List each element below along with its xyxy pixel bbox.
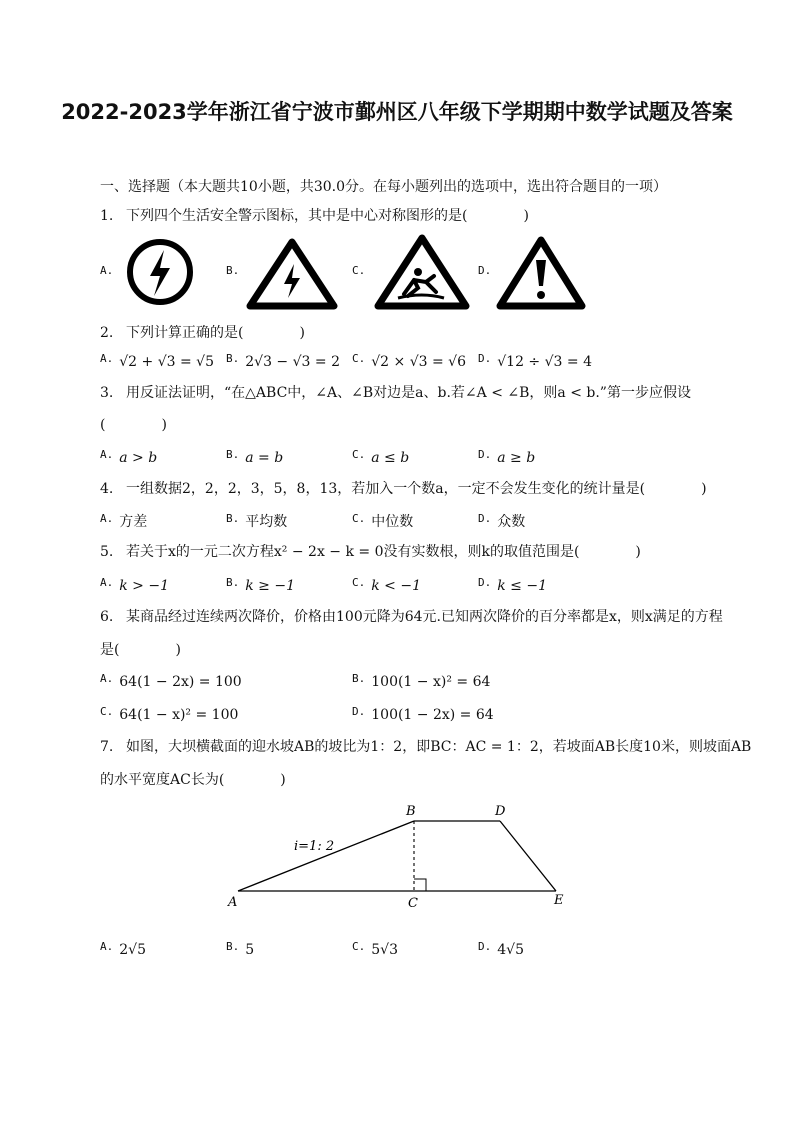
question-text: 下列四个生活安全警示图标，其中是中心对称图形的是( ) — [126, 208, 529, 224]
option-b: B. — [226, 264, 240, 277]
option-c: $^{C.}$ a ≤ b — [352, 448, 410, 466]
question-7-options — [100, 940, 700, 964]
option-d: D. — [478, 264, 492, 277]
slippery-floor-warning-icon — [374, 234, 470, 310]
option-a: $^{A.}$ √2 + √3 = √5 — [100, 352, 214, 370]
option-c: $^{C.}$ 64(1 − x)² = 100 — [100, 705, 239, 723]
question-1-options — [100, 234, 700, 310]
option-b: $^{B.}$ a = b — [226, 448, 284, 466]
question-text: 一组数据2，2，2，3，5，8，13，若加入一个数a，一定不会发生变化的统计量是( ) — [126, 481, 707, 497]
question-5 — [100, 541, 720, 563]
question-number: 7. — [100, 739, 114, 755]
option-c: $^{C.}$ 5√3 — [352, 940, 398, 958]
question-text: 用反证法证明，“在△ABC中，∠A、∠B对边是a、b.若∠A < ∠B，则a < b.”第一步应假设 — [126, 385, 691, 401]
slope-line-ab — [238, 821, 414, 891]
option-a: $^{A.}$ 方差 — [100, 512, 148, 530]
question-number: 4. — [100, 481, 114, 497]
option-b: $^{B.}$ 5 — [226, 940, 255, 958]
option-b: $^{B.}$ k ≥ −1 — [226, 576, 296, 594]
option-b: $^{B.}$ 平均数 — [226, 512, 288, 530]
option-d: $^{D.}$ 100(1 − 2x) = 64 — [352, 705, 494, 723]
electric-shock-circle-icon — [122, 236, 198, 308]
label-e: E — [554, 893, 564, 908]
question-number: 3. — [100, 385, 114, 401]
label-c: C — [408, 896, 418, 911]
question-6 — [100, 606, 723, 628]
high-voltage-warning-icon — [246, 238, 338, 310]
question-text: 如图，大坝横截面的迎水坡AB的坡比为1：2，即BC：AC = 1：2，若坡面AB长度10米，则坡面AB — [126, 739, 752, 755]
option-d: $^{D.}$ a ≥ b — [478, 448, 536, 466]
right-angle-mark — [414, 879, 426, 891]
question-number: 6. — [100, 609, 114, 625]
option-c: $^{C.}$ k < −1 — [352, 576, 422, 594]
option-a: A. — [100, 264, 114, 277]
question-number: 1. — [100, 208, 114, 224]
question-6-options-row1 — [100, 672, 700, 696]
page-title: 2022-2023学年浙江省宁波市鄞州区八年级下学期期中数学试题及答案 — [61, 100, 733, 124]
question-2 — [100, 322, 720, 344]
slope-line-de — [500, 821, 556, 891]
question-number: 2. — [100, 325, 114, 341]
question-7 — [100, 736, 752, 758]
option-b: $^{B.}$ 2√3 − √3 = 2 — [226, 352, 340, 370]
slope-ratio-label: i=1: 2 — [294, 839, 335, 854]
question-7-continuation: 的水平宽度AC长为( ) — [100, 772, 286, 788]
option-d: $^{D.}$ √12 ÷ √3 = 4 — [478, 352, 592, 370]
question-1 — [100, 205, 720, 227]
label-d: D — [495, 804, 506, 819]
question-6-continuation: 是( ) — [100, 642, 181, 658]
question-4 — [100, 478, 720, 500]
question-3-continuation: ( ) — [100, 417, 167, 433]
question-5-options — [100, 576, 700, 600]
question-2-options — [100, 352, 700, 376]
question-3 — [100, 382, 720, 404]
option-a: $^{A.}$ k > −1 — [100, 576, 170, 594]
question-4-options — [100, 511, 700, 535]
label-a: A — [228, 895, 238, 910]
option-c: $^{C.}$ √2 × √3 = √6 — [352, 352, 466, 370]
dam-cross-section-diagram — [220, 800, 580, 912]
option-a: $^{A.}$ 64(1 − 2x) = 100 — [100, 672, 242, 690]
exclamation-warning-icon — [496, 236, 586, 310]
option-c: C. — [352, 264, 366, 277]
section-heading: 一、选择题（本大题共10小题，共30.0分。在每小题列出的选项中，选出符合题目的一项） — [100, 179, 667, 195]
question-text: 若关于x的一元二次方程x² − 2x − k = 0没有实数根，则k的取值范围是( ) — [126, 544, 641, 560]
option-a: $^{A.}$ a > b — [100, 448, 158, 466]
question-6-options-row2 — [100, 705, 700, 729]
question-text: 某商品经过连续两次降价，价格由100元降为64元.已知两次降价的百分率都是x，则x满足的方程 — [126, 609, 723, 625]
question-3-options — [100, 448, 700, 472]
option-d: $^{D.}$ k ≤ −1 — [478, 576, 548, 594]
question-text: 下列计算正确的是( ) — [126, 325, 305, 341]
option-d: $^{D.}$ 4√5 — [478, 940, 524, 958]
question-number: 5. — [100, 544, 114, 560]
label-b: B — [406, 804, 416, 819]
option-b: $^{B.}$ 100(1 − x)² = 64 — [352, 672, 491, 690]
option-d: $^{D.}$ 众数 — [478, 512, 526, 530]
option-c: $^{C.}$ 中位数 — [352, 512, 414, 530]
option-a: $^{A.}$ 2√5 — [100, 940, 146, 958]
